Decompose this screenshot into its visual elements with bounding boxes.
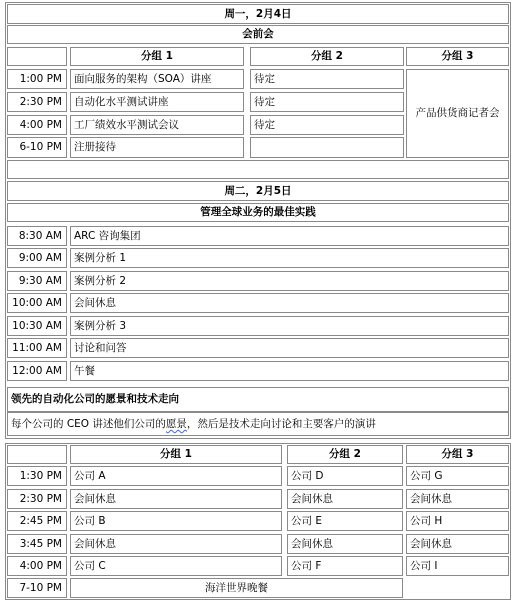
afternoon-group3-session: 公司 I xyxy=(406,556,509,576)
day2-session: 午餐 xyxy=(70,361,509,381)
afternoon-dinner-event: 海洋世界晚餐 xyxy=(70,578,403,598)
day1-date: 周一，2月4日 xyxy=(7,4,509,24)
afternoon-group3-header: 分组 3 xyxy=(406,445,509,464)
afternoon-time-cell: 3:45 PM xyxy=(7,534,67,554)
day2-time-cell: 12:00 AM xyxy=(7,361,67,381)
day1-group3-header: 分组 3 xyxy=(406,47,509,66)
day2-session: 案例分析 2 xyxy=(70,271,509,291)
spacer-row xyxy=(7,160,509,179)
afternoon-group2-header: 分组 2 xyxy=(287,445,403,464)
day1-group2-session: 待定 xyxy=(250,115,404,135)
day1-group2-session: 待定 xyxy=(250,69,404,89)
day2-session: 会间休息 xyxy=(70,293,509,313)
afternoon-group1-session: 公司 A xyxy=(70,466,282,486)
day2-time-cell: 11:00 AM xyxy=(7,338,67,358)
day1-group2-session xyxy=(250,137,404,158)
day1-time-cell: 1:00 PM xyxy=(7,69,67,89)
day2-time-cell: 9:00 AM xyxy=(7,248,67,268)
afternoon-time-cell: 7-10 PM xyxy=(7,578,67,598)
afternoon-group3-session: 公司 G xyxy=(406,466,509,486)
day2-session: 讨论和问答 xyxy=(70,338,509,358)
day1-header-blank xyxy=(7,47,67,66)
day1-group1-session: 自动化水平测试讲座 xyxy=(70,92,244,112)
day1-time-cell: 6-10 PM xyxy=(7,137,67,158)
afternoon-group2-session: 公司 E xyxy=(287,511,403,531)
afternoon-time-cell: 2:45 PM xyxy=(7,511,67,531)
day1-group2-header: 分组 2 xyxy=(250,47,404,66)
day2-time-cell: 10:00 AM xyxy=(7,293,67,313)
day1-group1-session: 注册接待 xyxy=(70,137,244,158)
keynote-description-underlined: 愿景 xyxy=(165,417,187,430)
afternoon-time-cell: 2:30 PM xyxy=(7,489,67,509)
day1-time-cell: 4:00 PM xyxy=(7,115,67,135)
keynote-title: 领先的自动化公司的愿景和技术走向 xyxy=(7,387,509,412)
day2-event-title: 管理全球业务的最佳实践 xyxy=(7,203,509,222)
afternoon-group3-session: 会间休息 xyxy=(406,534,509,554)
day1-group1-session: 面向服务的架构（SOA）讲座 xyxy=(70,69,244,89)
afternoon-group1-header: 分组 1 xyxy=(70,445,282,464)
keynote-description xyxy=(7,412,509,436)
day2-session: 案例分析 3 xyxy=(70,316,509,336)
day1-group3-merged-session: 产品供货商记者会 xyxy=(406,69,509,158)
day1-group1-session: 工厂绩效水平测试会议 xyxy=(70,115,244,135)
afternoon-group1-session: 公司 B xyxy=(70,511,282,531)
afternoon-time-cell: 4:00 PM xyxy=(7,556,67,576)
day1-time-cell: 2:30 PM xyxy=(7,92,67,112)
day1-group2-session: 待定 xyxy=(250,92,404,112)
afternoon-group2-session: 会间休息 xyxy=(287,534,403,554)
afternoon-group2-session: 会间休息 xyxy=(287,489,403,509)
afternoon-group3-session: 会间休息 xyxy=(406,489,509,509)
day2-time-cell: 9:30 AM xyxy=(7,271,67,291)
day2-session: 案例分析 1 xyxy=(70,248,509,268)
keynote-description-part: 每个公司的 CEO 讲述他们公司的 xyxy=(11,417,166,430)
day2-date: 周二，2月5日 xyxy=(7,181,509,201)
keynote-description-part: ，然后是技术走向讨论和主要客户的演讲 xyxy=(186,417,376,430)
day2-time-cell: 10:30 AM xyxy=(7,316,67,336)
afternoon-header-blank xyxy=(7,445,67,464)
afternoon-group1-session: 会间休息 xyxy=(70,489,282,509)
day1-event-title: 会前会 xyxy=(7,25,509,44)
afternoon-group3-session: 公司 H xyxy=(406,511,509,531)
afternoon-time-cell: 1:30 PM xyxy=(7,466,67,486)
day1-group1-header: 分组 1 xyxy=(70,47,244,66)
afternoon-group2-session: 公司 F xyxy=(287,556,403,576)
day2-time-cell: 8:30 AM xyxy=(7,226,67,246)
afternoon-group2-session: 公司 D xyxy=(287,466,403,486)
day2-session: ARC 咨询集团 xyxy=(70,226,509,246)
afternoon-group1-session: 公司 C xyxy=(70,556,282,576)
afternoon-group1-session: 会间休息 xyxy=(70,534,282,554)
